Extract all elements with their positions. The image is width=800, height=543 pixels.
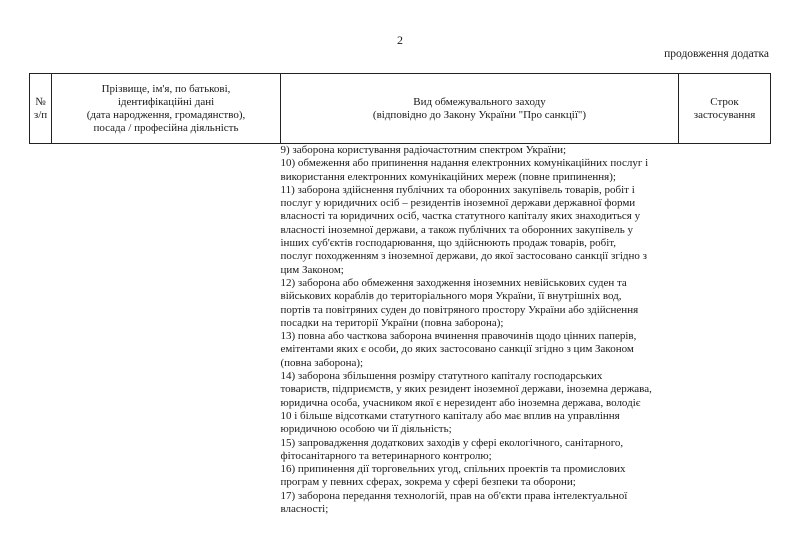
table-header-row xyxy=(30,74,771,144)
measure-line: 12) заборона або обмеження заходження іноземних невійськових суден та xyxy=(280,276,627,289)
header-line: (відповідно до Закону України "Про санкції") xyxy=(372,108,587,121)
measure-line: (повна заборона); xyxy=(280,356,364,369)
continuation-label: продовження додатка xyxy=(664,48,769,60)
measure-line: 14) заборона збільшення розміру статутного капіталу господарських xyxy=(280,370,603,383)
header-line: ідентифікаційні дані xyxy=(117,95,215,108)
number-cell xyxy=(30,144,52,517)
measure-line: послуг у юридичних осіб – резидентів іноземної держави державної форми xyxy=(280,197,636,210)
measure-line: 10 і більше відсотками статутного капіталу або має вплив на управління xyxy=(280,409,620,422)
measure-line: емітентами яких є особи, до яких застосовано санкції згідно з цим Законом xyxy=(280,343,634,356)
measure-line: товариств, підприємств, у яких резидент іноземної держави, іноземна держава, xyxy=(280,383,652,396)
header-line: посада / професійна діяльність xyxy=(93,121,239,134)
measure-line: 9) заборона користування радіочастотним спектром України; xyxy=(280,144,567,156)
header-line: (дата народження, громадянство), xyxy=(86,108,246,121)
measure-line: військових кораблів до територіального моря України, її внутрішніх вод, xyxy=(280,290,622,303)
person-cell xyxy=(52,144,281,517)
header-number xyxy=(30,74,52,144)
term-cell xyxy=(679,144,771,517)
header-line: Прізвище, ім'я, по батькові, xyxy=(101,82,231,95)
header-line: Строк xyxy=(710,95,739,108)
measure-line: посадки на території України (повна заборона); xyxy=(280,316,504,329)
measure-line: 13) повна або часткова заборона вчинення правочинів щодо цінних паперів, xyxy=(280,330,637,343)
header-line: № xyxy=(35,95,46,108)
sanctions-table xyxy=(29,73,771,516)
measure-line: 11) заборона здійснення публічних та оборонних закупівель товарів, робіт і xyxy=(280,183,635,196)
measure-line: юридична особа, учасником якої є нерезидент або іноземна держава, володіє xyxy=(280,396,641,409)
measure-line: власності та юридичних осіб, частка статутного капіталу яких знаходиться у xyxy=(280,210,641,223)
header-term xyxy=(679,74,771,144)
measure-line: 15) запровадження додаткових заходів у сфері екологічного, санітарного, xyxy=(280,436,624,449)
measure-line: цим Законом; xyxy=(280,263,344,276)
measure-line: послуг походженням з іноземної держави, до якої застосовано санкції згідно з xyxy=(280,250,647,263)
measure-line: власності; xyxy=(280,503,329,516)
header-line: з/п xyxy=(33,108,48,121)
measure-line: юридичною особою чи її діяльність; xyxy=(280,423,452,436)
measure-line: 17) заборона передання технологій, прав на об'єкти права інтелектуальної xyxy=(280,489,628,502)
measure-line: програм у певних сферах, зокрема у сфері безпеки та оборони; xyxy=(280,476,576,489)
header-line: застосування xyxy=(693,108,756,121)
header-person xyxy=(52,74,281,144)
page-number: 2 xyxy=(397,33,403,47)
measure-line: використання електронних комунікаційних мереж (повне припинення); xyxy=(280,170,616,183)
measure-line: 10) обмеження або припинення надання електронних комунікаційних послуг і xyxy=(280,157,649,170)
measure-line: інших суб'єктів господарювання, що здійснюють продаж товарів, робіт, xyxy=(280,237,617,250)
measure-line: фітосанітарного та ветеринарного контролю; xyxy=(280,449,492,462)
header-measure xyxy=(281,74,679,144)
table-row xyxy=(30,144,771,517)
header-line: Вид обмежувального заходу xyxy=(413,95,546,108)
measure-line: 16) припинення дії торговельних угод, спільних проектів та промислових xyxy=(280,463,626,476)
measure-line: власності іноземної держави, а також публічних та оборонних закупівель у xyxy=(280,223,634,236)
measure-line: портів та повітряних суден до повітряного простору України або здійснення xyxy=(280,303,639,316)
measures-cell xyxy=(281,144,679,517)
